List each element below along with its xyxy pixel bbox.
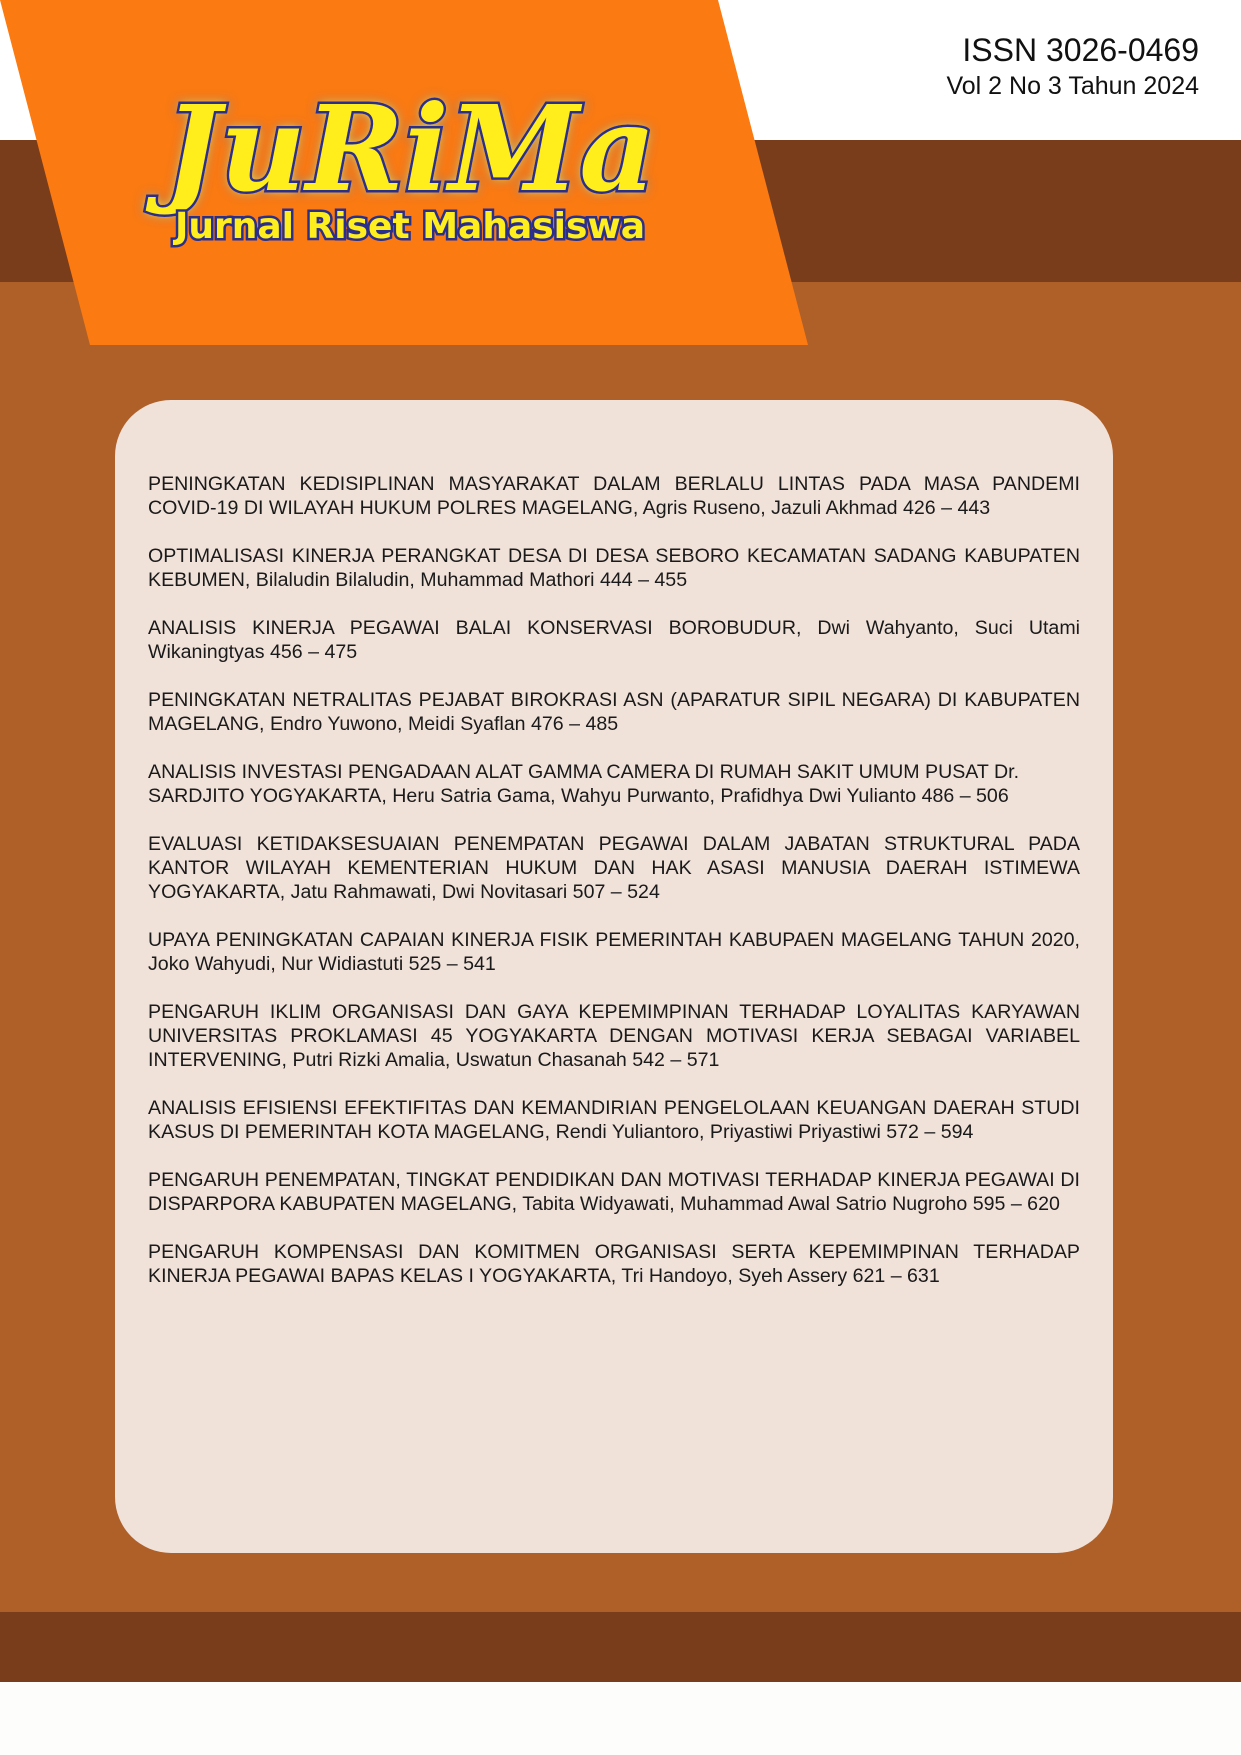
article-title: OPTIMALISASI KINERJA PERANGKAT DESA DI DESA SEBORO KECAMATAN SADANG KABUPATEN KEBUMEN,: [148, 545, 1080, 591]
article-authors: Bilaludin Bilaludin, Muhammad Mathori: [250, 569, 600, 591]
article-pages: 621 – 631: [852, 1265, 940, 1287]
article-entry: [148, 544, 1080, 592]
article-pages: 426 – 443: [902, 497, 991, 519]
article-pages: 456 – 475: [269, 641, 358, 663]
article-entry: [148, 1096, 1080, 1144]
footer-dark-band: [0, 1612, 1241, 1682]
article-authors: Tabita Widyawati, Muhammad Awal Satrio Nugroho: [517, 1193, 973, 1215]
article-pages: 525 – 541: [408, 953, 496, 975]
article-title: PENGARUH IKLIM ORGANISASI DAN GAYA KEPEMIMPINAN TERHADAP LOYALITAS KARYAWAN UNIVERSITAS PROKLAMASI 45 YOGYAKARTA DENGAN MOTIVASI KERJA SEBAGAI VARIABEL INTERVENING,: [148, 1001, 1080, 1071]
svg-text:JuRiMa: JuRiMa: [164, 80, 656, 218]
article-title: PENINGKATAN KEDISIPLINAN MASYARAKAT DALAM BERLALU LINTAS PADA MASA PANDEMI COVID-19 DI WILAYAH HUKUM POLRES MAGELANG,: [148, 473, 1080, 519]
article-pages: 507 – 524: [572, 881, 660, 903]
issn-block: [946, 30, 1199, 102]
article-entry: [148, 688, 1080, 736]
article-authors: Putri Rizki Amalia, Uswatun Chasanah: [287, 1049, 633, 1071]
article-authors: Rendi Yuliantoro, Priyastiwi Priyastiwi: [550, 1121, 887, 1143]
article-authors: Dwi Wahyanto, Suci Utami Wikaningtyas: [148, 617, 1080, 663]
article-entry: [148, 472, 1080, 520]
article-entry: [148, 760, 1080, 808]
bottom-margin: [0, 1682, 1241, 1755]
article-title: PENGARUH KOMPENSASI DAN KOMITMEN ORGANISASI SERTA KEPEMIMPINAN TERHADAP KINERJA PEGAWAI BAPAS KELAS I YOGYAKARTA,: [148, 1241, 1080, 1287]
article-entry: [148, 1240, 1080, 1288]
article-title: PENGARUH PENEMPATAN, TINGKAT PENDIDIKAN DAN MOTIVASI TERHADAP KINERJA PEGAWAI DI DISPARPORA KABUPATEN MAGELANG,: [148, 1169, 1080, 1215]
article-pages: 476 – 485: [531, 713, 619, 735]
article-title: PENINGKATAN NETRALITAS PEJABAT BIROKRASI ASN (APARATUR SIPIL NEGARA) DI KABUPATEN MAGELANG,: [148, 689, 1080, 735]
article-pages: 486 – 506: [921, 785, 1009, 807]
article-title: UPAYA PENINGKATAN CAPAIAN KINERJA FISIK PEMERINTAH KABUPAEN MAGELANG TAHUN 2020,: [148, 929, 1080, 951]
article-entry: [148, 1168, 1080, 1216]
article-authors: Tri Handoyo, Syeh Assery: [616, 1265, 853, 1287]
article-pages: 542 – 571: [632, 1049, 720, 1071]
article-title: ANALISIS INVESTASI PENGADAAN ALAT GAMMA CAMERA DI RUMAH SAKIT UMUM PUSAT Dr. SARDJITO YOGYAKARTA,: [148, 761, 1020, 807]
article-list: [148, 472, 1080, 1312]
article-authors: Heru Satria Gama, Wahyu Purwanto, Prafidhya Dwi Yulianto: [386, 785, 922, 807]
article-entry: [148, 616, 1080, 664]
article-entry: [148, 832, 1080, 904]
jurima-logo: [110, 80, 710, 250]
article-pages: 572 – 594: [886, 1121, 974, 1143]
article-authors: Endro Yuwono, Meidi Syaflan: [264, 713, 532, 735]
article-authors: Jatu Rahmawati, Dwi Novitasari: [285, 881, 573, 903]
article-title: ANALISIS KINERJA PEGAWAI BALAI KONSERVASI BOROBUDUR,: [148, 617, 802, 639]
article-title: EVALUASI KETIDAKSESUAIAN PENEMPATAN PEGAWAI DALAM JABATAN STRUKTURAL PADA KANTOR WILAYAH KEMENTERIAN HUKUM DAN HAK ASASI MANUSIA DAERAH ISTIMEWA YOGYAKARTA,: [148, 833, 1080, 903]
article-authors: Agris Ruseno, Jazuli Akhmad: [638, 497, 903, 519]
article-authors: Joko Wahyudi, Nur Widiastuti: [148, 953, 409, 975]
article-entry: [148, 1000, 1080, 1072]
article-pages: 595 – 620: [972, 1193, 1060, 1215]
issn-number: ISSN 3026-0469: [962, 32, 1199, 68]
article-entry: [148, 928, 1080, 976]
volume-info: Vol 2 No 3 Tahun 2024: [946, 72, 1199, 100]
article-title: ANALISIS EFISIENSI EFEKTIFITAS DAN KEMANDIRIAN PENGELOLAAN KEUANGAN DAERAH STUDI KASUS DI PEMERINTAH KOTA MAGELANG,: [148, 1097, 1080, 1143]
svg-text:Jurnal Riset Mahasiswa: Jurnal Riset Mahasiswa: [174, 206, 646, 247]
article-pages: 444 – 455: [599, 569, 688, 591]
